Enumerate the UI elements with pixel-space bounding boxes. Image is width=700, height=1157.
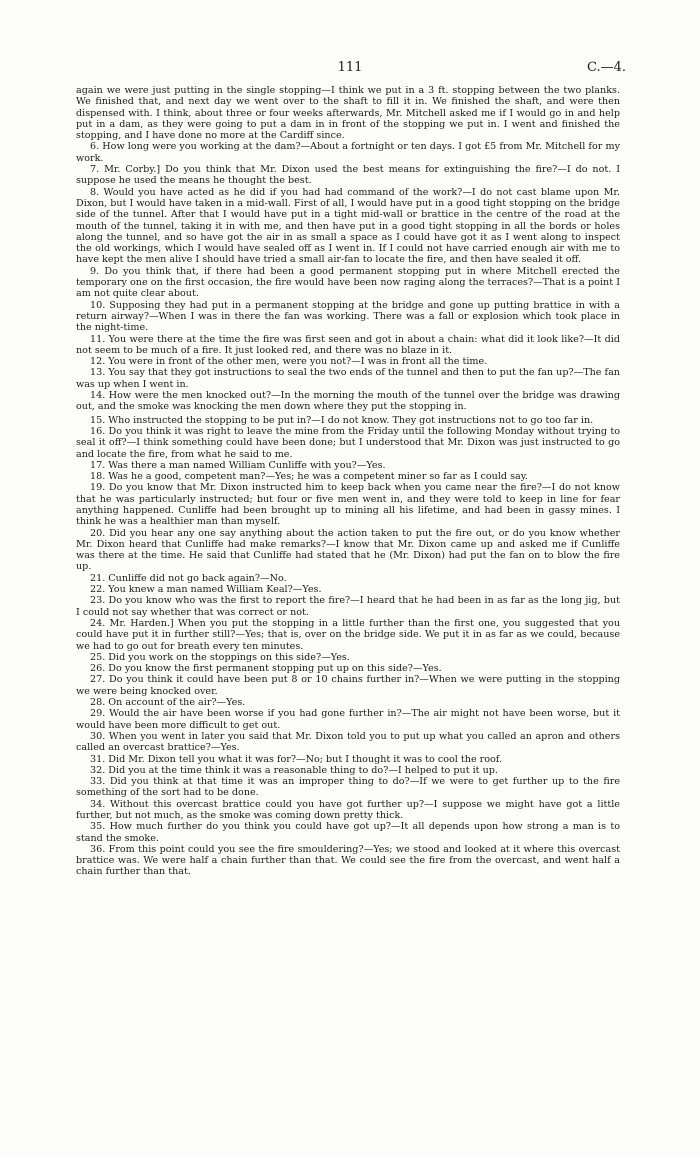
page-header — [0, 60, 700, 80]
question-30: 30. When you went in later you said that Mr. Dixon told you to put up what you called an apron and others called an overcast brattice?—Yes. — [76, 730, 620, 754]
paragraph-continuation: again we were just putting in the single stopping—I think we put in a 3 ft. stopping between the two planks. We finished that, and next day we went over to the shaft to fill it in. We finished the shaft, and were then dispensed with. I think, about three or four weeks afterwards, Mr. Mitchell asked me if I would go in and help put in a dam, as they were going to put a dam in in front of the stopping we put in. I went and finished the stopping, and I have done no more at the Cardiff since. — [76, 85, 620, 142]
question-20: 20. Did you hear any one say anything about the action taken to put the fire out, or do you know whether Mr. Dixon heard that Cunliffe had make remarks?—I know that Mr. Dixon came up and asked me if Cunliffe was there at the time. He said that Cunliffe had stated that he (Mr. Dixon) had put the fan on to blow the fire up. — [76, 527, 620, 573]
question-17: 17. Was there a man named William Cunliffe with you?—Yes. — [90, 459, 386, 471]
question-16: 16. Do you think it was right to leave the mine from the Friday until the following Monday without trying to seal it off?—I think something could have been done; but I understood that Mr. Dixon was just instructed to go and locate the fire, from what he said to me. — [76, 425, 620, 460]
question-19: 19. Do you know that Mr. Dixon instructed him to keep back when you came near the fire?—I do not know that he was particularly instructed; but four or five men went in, and they were told to keep in line for fear anything happened. Cunliffe had been brought up to mining all his lifetime, and had been in gassy mines. I think he was a healthier man than myself. — [76, 482, 620, 528]
question-15: 15. Who instructed the stopping to be put in?—I do not know. They got instructions not to go too far in. — [90, 414, 594, 426]
question-22: 22. You knew a man named William Keal?—Yes. — [90, 584, 322, 596]
question-13: 13. You say that they got instructions to seal the two ends of the tunnel and then to put the fan up?—The fan was up when I went in. — [76, 367, 620, 390]
page-number: 111 — [337, 60, 363, 75]
question-10: 10. Supposing they had put in a permanent stopping at the bridge and gone up putting brattice in with a return airway?—When I was in there the fan was working. There was a fall or explosion which took place in the night-time. — [76, 299, 620, 334]
question-26: 26. Do you know the first permanent stopping put up on this side?—Yes. — [90, 663, 442, 675]
question-31: 31. Did Mr. Dixon tell you what it was for?—No; but I thought it was to cool the roof. — [90, 753, 503, 765]
question-12: 12. You were in front of the other men, were you not?—I was in front all the time. — [90, 356, 488, 368]
question-18: 18. Was he a good, competent man?—Yes; he was a competent miner so far as I could say. — [90, 471, 528, 483]
question-7: 7. Mr. Corby.] Do you think that Mr. Dixon used the best means for extinguishing the fire?—I do not. I suppose he used the means he thought the best. — [76, 164, 620, 187]
question-11: 11. You were there at the time the fire was first seen and got in about a chain: what did it look like?—It did not seem to be much of a fire. It just looked red, and there was no blaze in it. — [76, 333, 620, 356]
question-29: 29. Would the air have been worse if you had gone further in?—The air might not have been worse, but it would have been more difficult to get out. — [76, 708, 620, 731]
question-23: 23. Do you know who was the first to report the fire?—I heard that he had been in as far as the long jig, but I could not say whether that was correct or not. — [76, 595, 620, 618]
question-32: 32. Did you at the time think it was a reasonable thing to do?—I helped to put it up. — [90, 764, 498, 776]
question-35: 35. How much further do you think you could have got up?—It all depends upon how strong a man is to stand the smoke. — [76, 821, 620, 844]
question-14: 14. How were the men knocked out?—In the morning the mouth of the tunnel over the bridge was drawing out, and the smoke was knocking the men down where they put the stopping in. — [76, 390, 620, 413]
question-8: 8. Would you have acted as he did if you had had command of the work?—I do not cast blame upon Mr. Dixon, but I would have taken in a mid-wall. First of all, I would have put in a good tight stopping on the bridge side of the tunnel. After that I would have put in a tight mid-wall or brattice in the centre of the road at the mouth of the tunnel, taking it in with me, and then have put in a good tight stopping in all the bords or holes along the tunnel, and so have got the air in as small a space as I could have got it as I went along to inspect the old workings, which I would have sealed off as I went in. If I could not have carried enough air with me to have kept the men alive I should have tried a small air-fan to locate the fire, and then have sealed it off. — [76, 186, 620, 266]
section-reference: C.—4. — [586, 60, 626, 75]
question-27: 27. Do you think it could have been put 8 or 10 chains further in?—When we were putting in the stopping we were being knocked over. — [76, 674, 620, 697]
question-21: 21. Cunliffe did not go back again?—No. — [90, 572, 287, 584]
question-33: 33. Did you think at that time it was an improper thing to do?—If we were to get further up to the fire something of the sort had to be done. — [76, 776, 620, 799]
question-9: 9. Do you think that, if there had been a good permanent stopping put in where Mitchell erected the temporary one on the first occasion, the fire would have been now raging along the terraces?—That is a point I am not quite clear about. — [76, 265, 620, 300]
testimony-body — [76, 85, 620, 878]
question-24: 24. Mr. Harden.] When you put the stopping in a little further than the first one, you suggested that you could have put it in further still?—Yes; that is, over on the bridge side. We put it in as far as we could, because we had to go out for breath every ten minutes. — [76, 617, 620, 652]
question-28: 28. On account of the air?—Yes. — [90, 697, 246, 709]
question-36: 36. From this point could you see the fire smouldering?—Yes; we stood and looked at it where this overcast brattice was. We were half a chain further than that. We could see the fire from the overcast, and went half a chain further than that. — [76, 843, 620, 878]
question-34: 34. Without this overcast brattice could you have got further up?—I suppose we might have got a little further, but not much, as the smoke was coming down pretty thick. — [76, 798, 620, 821]
question-25: 25. Did you work on the stoppings on this side?—Yes. — [90, 651, 350, 663]
question-6: 6. How long were you working at the dam?—About a fortnight or ten days. I got £5 from Mr. Mitchell for my work. — [76, 141, 620, 164]
